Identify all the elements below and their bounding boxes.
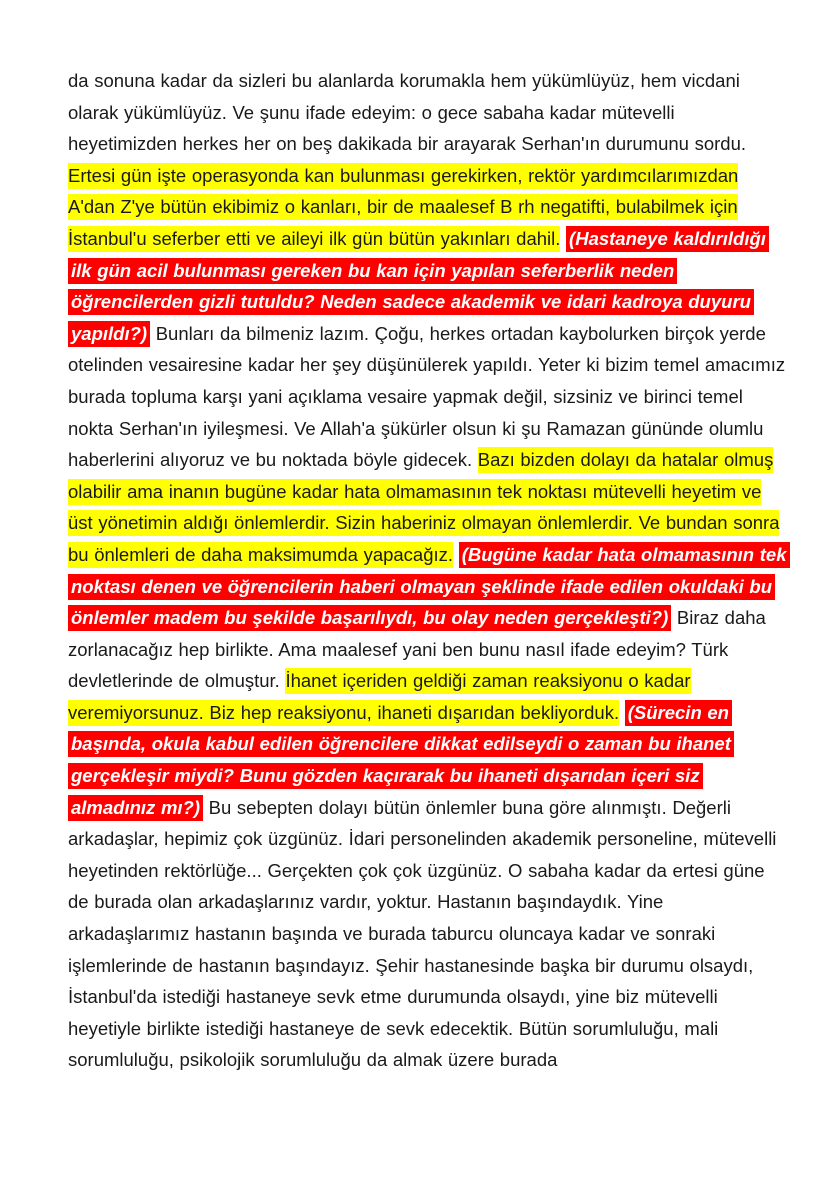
red-annotation-segment: (Bugüne kadar hata olmamasının tek noktası denen ve öğrencilerin haberi olmayan şeklinde ifade edilen okuldaki bu önlemler madem bu şekilde başarılıydı, bu olay neden gerçekleşti?) xyxy=(68,542,790,631)
text-segment xyxy=(453,544,459,565)
text-segment: da sonuna kadar da sizleri bu alanlarda korumakla hem yükümlüyüz, hem vicdani olarak yükümlüyüz. Ve şunu ifade edeyim: o gece sabaha kadar mütevelli heyetimizden herkes her on beş dakikada bir arayarak Serhan'ın durumunu sordu. xyxy=(68,70,747,155)
document-body xyxy=(68,65,788,1076)
highlighted-text-segment: Bazı bizden dolayı da hatalar olmuş olabilir ama inanın bugüne kadar hata olmamasının tek noktası mütevelli heyetim ve üst yönetimin aldığı önlemlerdir. Sizin haberiniz olmayan önlemlerdir. Ve bundan sonra bu önlemleri de daha maksimumda yapacağız. xyxy=(68,447,779,568)
text-segment: Bu sebepten dolayı bütün önlemler buna göre alınmıştı. Değerli arkadaşlar, hepimiz çok üzgünüz. İdari personelinden akademik personeline, mütevelli heyetinden rektörlüğe... Gerçekten çok çok üzgünüz. O sabaha kadar da ertesi güne de burada olan arkadaşlarınız vardır, yoktur. Hastanın başındaydık. Yine arkadaşlarımız hastanın başında ve burada taburcu oluncaya kadar ve sonraki işlemlerinde de hastanın başındayız. Şehir hastanesinde başka bir durumu olsaydı, İstanbul'da istediği hastaneye sevk etme durumunda olsaydı, yine biz mütevelli heyetiyle birlikte istediği hastaneye de sevk edecektik. Bütün sorumluluğu, mali sorumluluğu, psikolojik sorumluluğu da almak üzere burada xyxy=(68,796,777,1071)
text-segment: Bunları da bilmeniz lazım. Çoğu, herkes ortadan kaybolurken birçok yerde otelinden vesairesine kadar her şey düşünülerek yapıldı. Yeter ki bizim temel amacımız burada topluma karşı yani açıklama vesaire yapmak değil, sizsiniz ve birinci temel nokta Serhan'ın iyileşmesi. Ve Allah'a şükürler olsun ki şu Ramazan gününde olumlu haberlerini alıyoruz ve bu noktada böyle gidecek. xyxy=(68,322,786,471)
text-segment: Biraz daha zorlanacağız hep birlikte. Ama maalesef yani ben bunu nasıl ifade edeyim? Türk devletlerinde de olmuştur. xyxy=(68,607,766,692)
text-segment xyxy=(619,702,625,723)
red-annotation-segment: (Hastaneye kaldırıldığı ilk gün acil bulunması gereken bu kan için yapılan seferberlik neden öğrencilerden gizli tutuldu? Neden sadece akademik ve idari kadroya duyuru yapıldı?) xyxy=(68,226,769,347)
highlighted-text-segment: Ertesi gün işte operasyonda kan bulunması gerekirken, rektör yardımcılarımızdan A'dan Z'ye bütün ekibimiz o kanları, bir de maalesef B rh negatifti, bulabilmek için İstanbul'u seferber etti ve aileyi ilk gün bütün yakınları dahil. xyxy=(68,163,738,252)
red-annotation-segment: (Sürecin en başında, okula kabul edilen öğrencilere dikkat edilseydi o zaman bu ihanet gerçekleşir miydi? Bunu gözden kaçırarak bu ihaneti dışarıdan içeri siz almadınız mı?) xyxy=(68,700,734,821)
highlighted-text-segment: İhanet içeriden geldiği zaman reaksiyonu o kadar veremiyorsunuz. Biz hep reaksiyonu, ihaneti dışarıdan bekliyorduk. xyxy=(68,668,691,726)
